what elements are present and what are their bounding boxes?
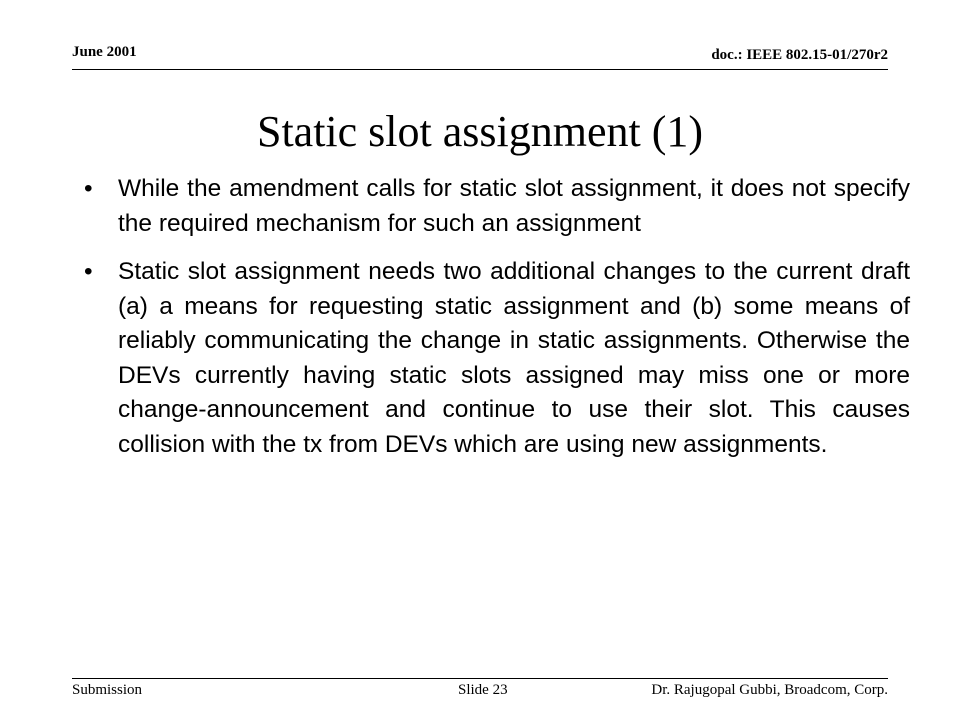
footer-author: Dr. Rajugopal Gubbi, Broadcom, Corp. [651,682,888,698]
bullet-list [84,172,910,476]
bullet-icon: • [84,258,93,285]
slide-title: Static slot assignment (1) [256,107,704,156]
header-date: June 2001 [72,44,137,60]
bullet-item-2 [84,255,910,462]
footer-submission: Submission [72,682,143,698]
footer-divider [72,678,888,679]
header-doc-id: doc.: IEEE 802.15-01/270r2 [711,47,888,63]
bullet-text-1: While the amendment calls for static slot assignment, it does not specify the required mechanism for such an assignment [118,175,910,237]
bullet-item-1 [84,172,910,241]
bullet-icon: • [84,175,93,202]
header-divider [72,69,888,70]
footer-slide-number: Slide 23 [458,682,508,698]
bullet-text-2: Static slot assignment needs two additional changes to the current draft (a) a means for requesting static assignment and (b) some means of reliably communicating the change in static assignments. Otherwise the DEVs currently having static slots assigned may miss one or more change-announcement and continue to use their slot. This causes collision with the tx from DEVs which are using new assignments. [118,258,910,458]
